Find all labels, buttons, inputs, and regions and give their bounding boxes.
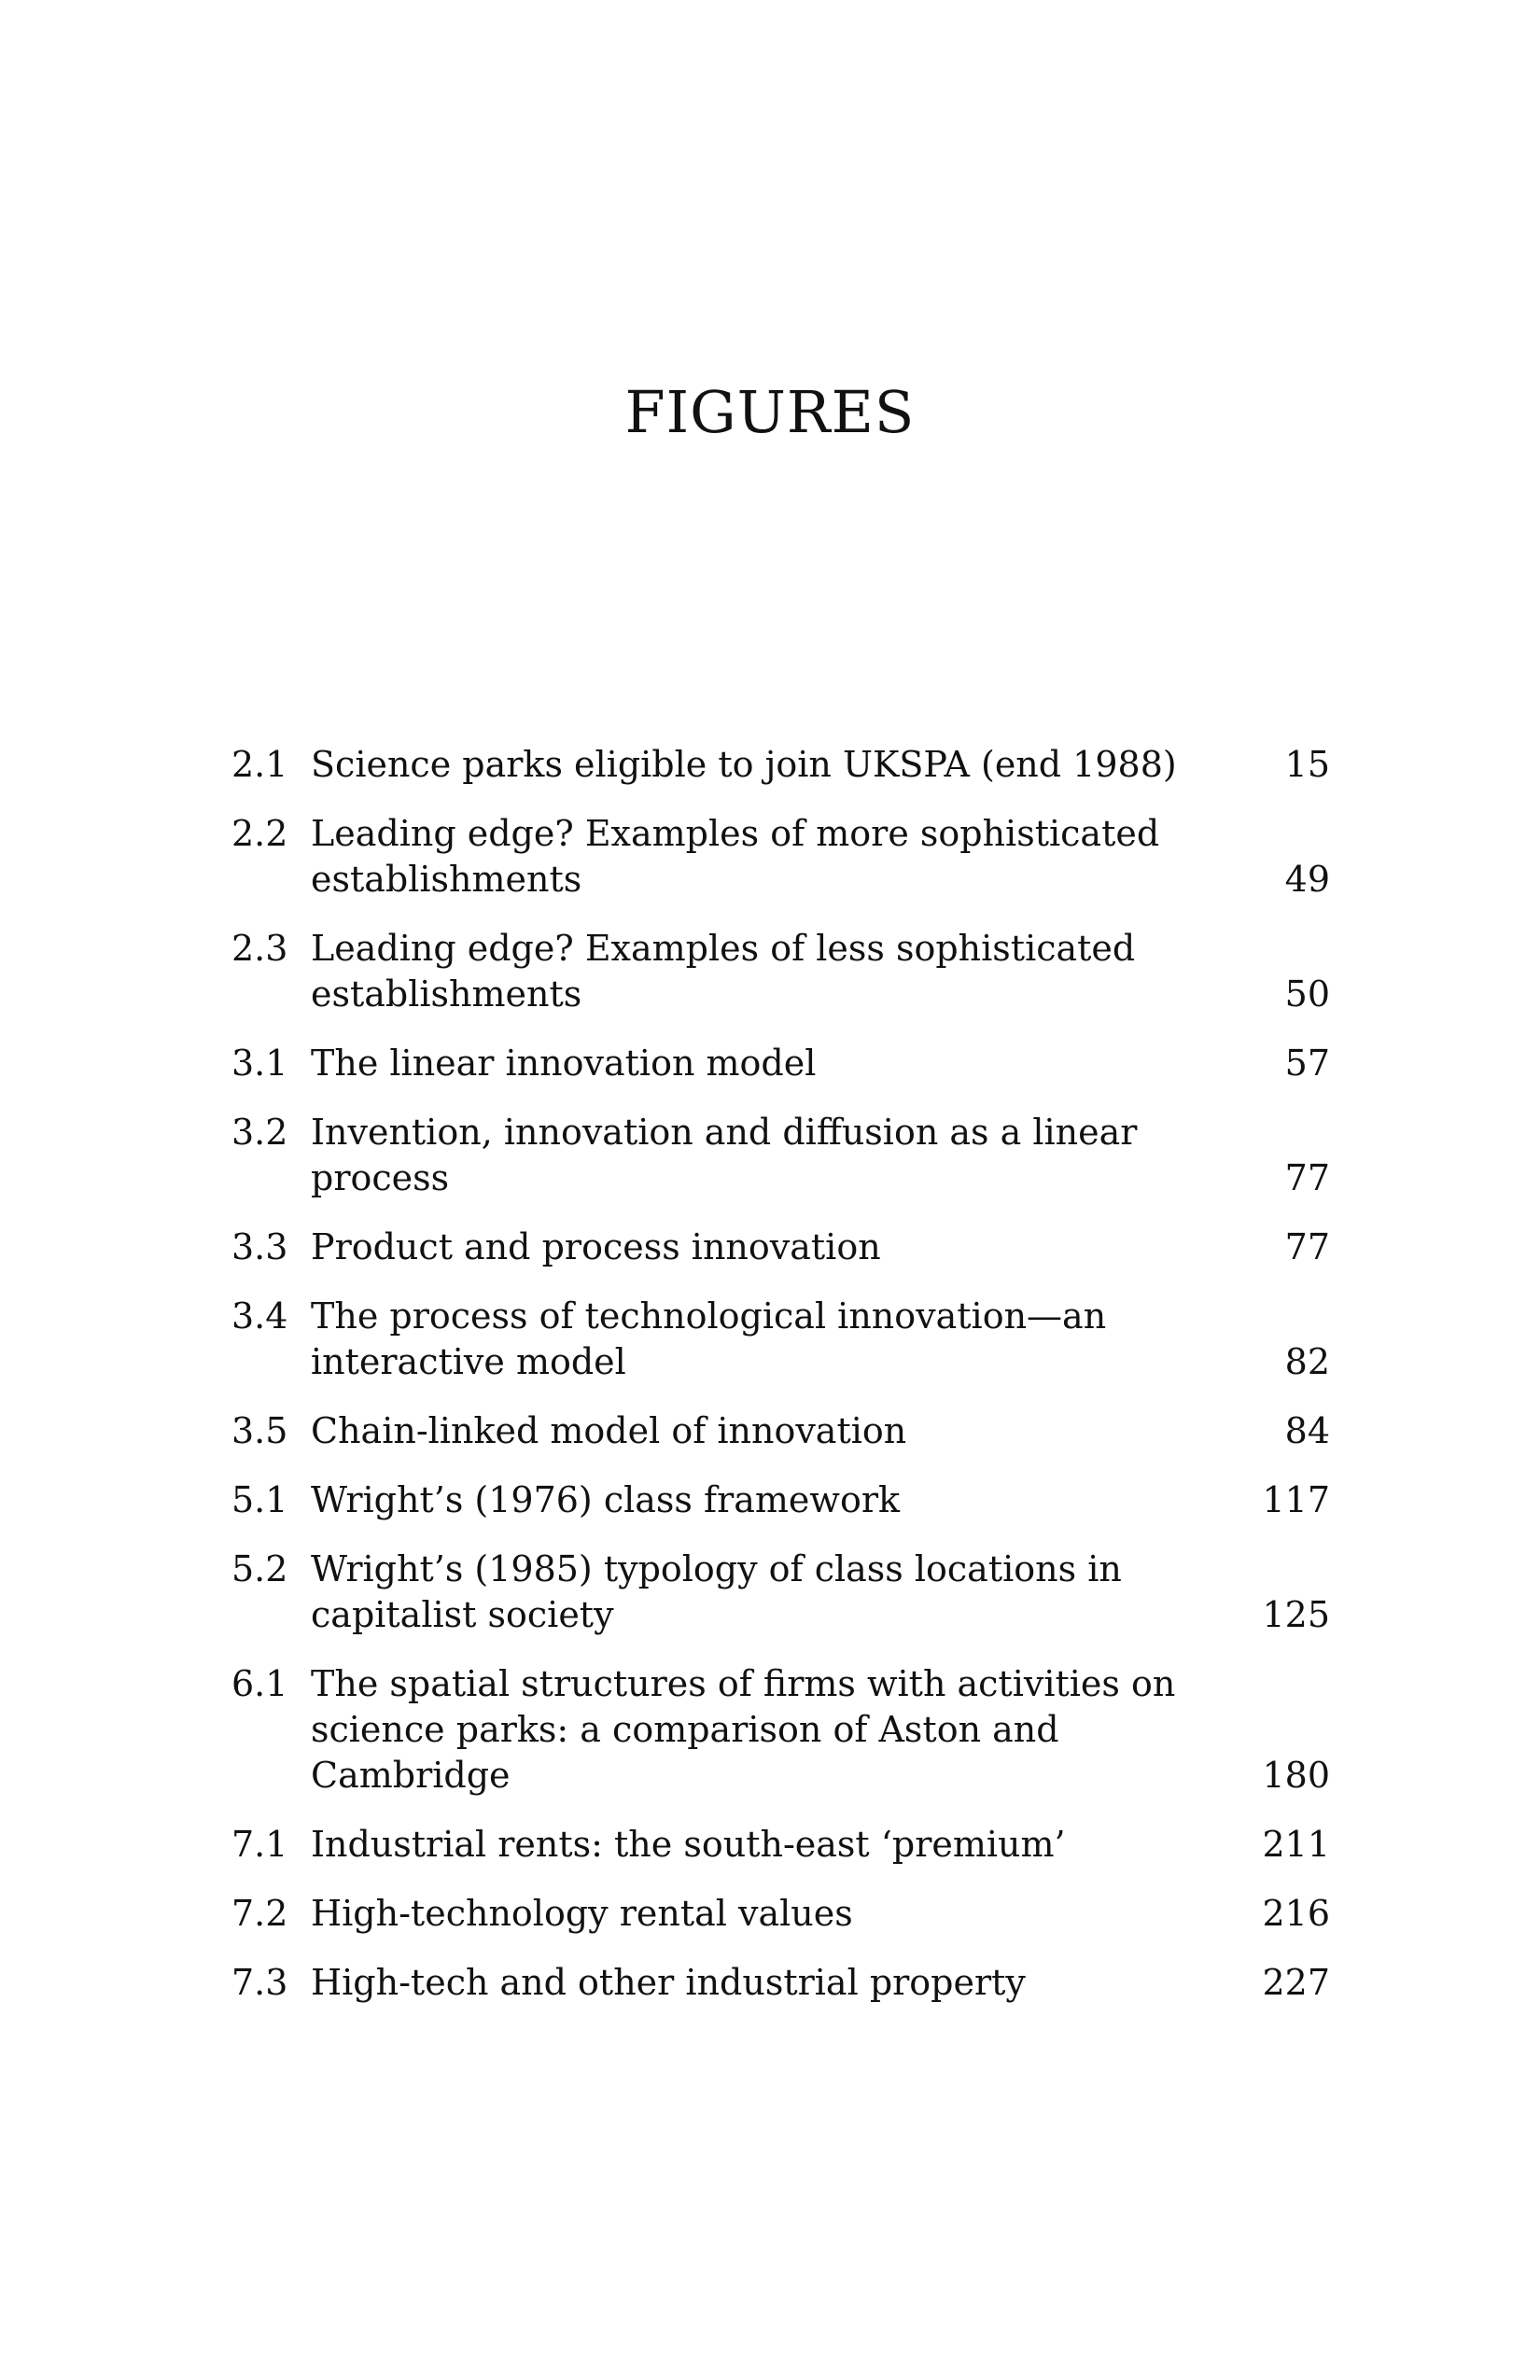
figure-entry <box>187 742 1330 788</box>
figure-entry <box>187 1225 1330 1270</box>
figure-entry <box>187 1960 1330 2006</box>
figure-title: Invention, innovation and diffusion as a linear process <box>311 1112 1138 1198</box>
figure-title: Wright’s (1976) class framework <box>311 1479 901 1520</box>
figure-number: 7.1 <box>231 1824 288 1865</box>
figure-number: 3.4 <box>231 1295 288 1337</box>
figure-number: 5.2 <box>231 1548 288 1589</box>
page-number: 77 <box>1284 1226 1330 1267</box>
figure-number: 6.1 <box>231 1663 288 1704</box>
page-number: 227 <box>1262 1962 1330 2003</box>
figure-entry <box>187 1822 1330 1868</box>
figure-number: 5.1 <box>231 1479 288 1520</box>
figure-list <box>187 742 1330 2029</box>
figure-entry <box>187 1041 1330 1086</box>
page-number: 125 <box>1262 1594 1330 1635</box>
page-number: 15 <box>1284 744 1330 785</box>
figure-title: Science parks eligible to join UKSPA (end 1988) <box>311 744 1177 785</box>
figure-title: Industrial rents: the south-east ‘premium’ <box>311 1824 1066 1865</box>
page-title: FIGURES <box>624 378 916 446</box>
figure-title: The spatial structures of firms with activities on science parks: a comparison of Aston and Cambridge <box>311 1663 1176 1796</box>
figure-title: High-tech and other industrial property <box>311 1962 1026 2003</box>
page-number: 50 <box>1284 973 1330 1015</box>
figure-entry <box>187 1294 1330 1385</box>
figure-entry <box>187 926 1330 1017</box>
page-number: 49 <box>1284 859 1330 900</box>
page-number: 84 <box>1284 1410 1330 1451</box>
figure-number: 3.3 <box>231 1226 288 1267</box>
figure-title: The linear innovation model <box>311 1043 817 1084</box>
figure-entry <box>187 1891 1330 1937</box>
figure-entry <box>187 1477 1330 1523</box>
figure-entry <box>187 1408 1330 1454</box>
page-number: 77 <box>1284 1157 1330 1198</box>
page-number: 82 <box>1284 1341 1330 1382</box>
figure-title: Leading edge? Examples of less sophisticated establishments <box>311 928 1136 1015</box>
page-number: 117 <box>1262 1479 1330 1520</box>
figure-title: Chain-linked model of innovation <box>311 1410 907 1451</box>
figure-title: Leading edge? Examples of more sophisticated establishments <box>311 813 1160 900</box>
figure-entry <box>187 1661 1330 1799</box>
page-number: 216 <box>1262 1893 1330 1934</box>
figure-entry <box>187 811 1330 903</box>
figure-number: 2.2 <box>231 813 288 854</box>
figure-number: 2.1 <box>231 744 288 785</box>
page-number: 211 <box>1262 1824 1330 1865</box>
figure-title: The process of technological innovation—an interactive model <box>311 1295 1107 1382</box>
figure-title: Wright’s (1985) typology of class locations in capitalist society <box>311 1548 1122 1635</box>
figure-title: Product and process innovation <box>311 1226 881 1267</box>
figure-number: 7.2 <box>231 1893 288 1934</box>
page-number: 180 <box>1262 1755 1330 1796</box>
figure-entry <box>187 1547 1330 1638</box>
figure-number: 7.3 <box>231 1962 288 2003</box>
figure-entry <box>187 1110 1330 1201</box>
figure-number: 2.3 <box>231 928 288 969</box>
figure-number: 3.1 <box>231 1043 288 1084</box>
figure-number: 3.5 <box>231 1410 288 1451</box>
page-number: 57 <box>1284 1043 1330 1084</box>
figure-number: 3.2 <box>231 1112 288 1153</box>
figure-title: High-technology rental values <box>311 1893 853 1934</box>
